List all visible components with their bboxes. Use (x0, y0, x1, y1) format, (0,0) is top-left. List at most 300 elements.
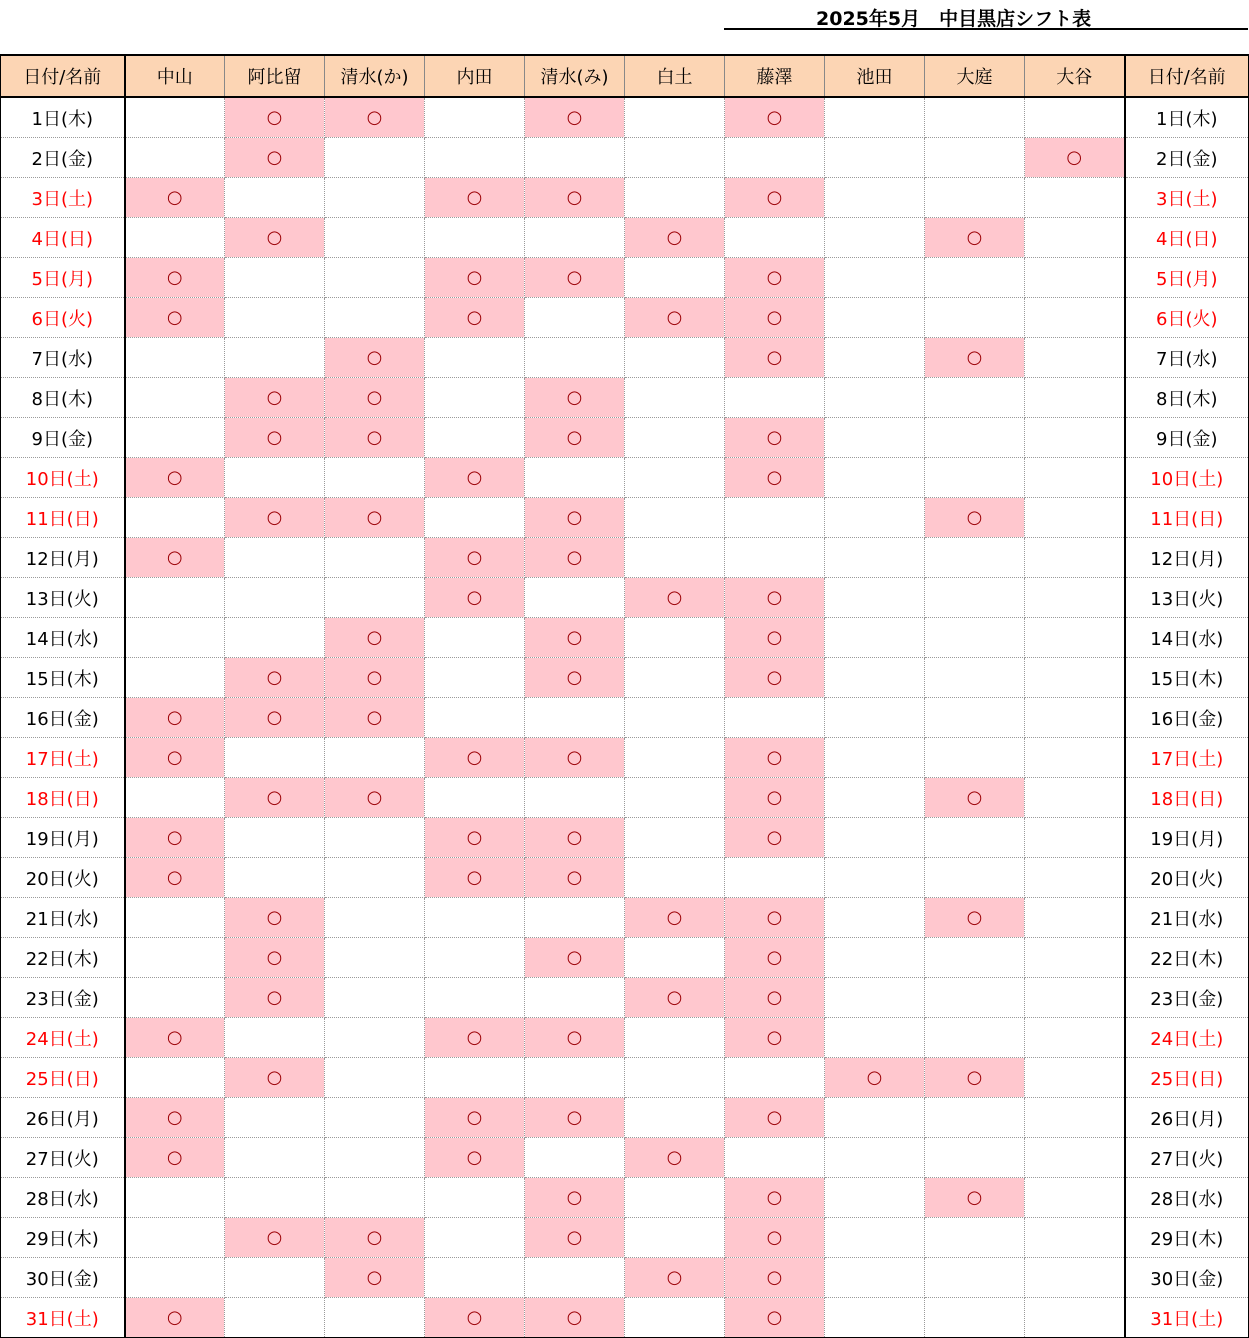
shift-cell-empty[interactable] (125, 1218, 225, 1258)
shift-cell-on[interactable]: ○ (325, 97, 425, 138)
shift-cell-empty[interactable] (1025, 1058, 1125, 1098)
shift-cell-empty[interactable] (225, 1258, 325, 1298)
shift-cell-on[interactable]: ○ (725, 898, 825, 938)
shift-cell-empty[interactable] (725, 218, 825, 258)
shift-cell-empty[interactable] (325, 1298, 425, 1338)
shift-cell-on[interactable]: ○ (525, 418, 625, 458)
shift-cell-on[interactable]: ○ (425, 1098, 525, 1138)
shift-cell-empty[interactable] (425, 658, 525, 698)
shift-cell-empty[interactable] (825, 698, 925, 738)
shift-cell-on[interactable]: ○ (525, 538, 625, 578)
shift-cell-on[interactable]: ○ (325, 658, 425, 698)
shift-cell-on[interactable]: ○ (725, 578, 825, 618)
shift-cell-empty[interactable] (825, 97, 925, 138)
shift-cell-on[interactable]: ○ (525, 498, 625, 538)
shift-cell-on[interactable]: ○ (625, 898, 725, 938)
shift-cell-on[interactable]: ○ (925, 778, 1025, 818)
shift-cell-empty[interactable] (1025, 1098, 1125, 1138)
shift-cell-empty[interactable] (125, 658, 225, 698)
shift-cell-empty[interactable] (725, 698, 825, 738)
shift-cell-on[interactable]: ○ (525, 378, 625, 418)
shift-cell-on[interactable]: ○ (125, 178, 225, 218)
shift-cell-on[interactable]: ○ (725, 298, 825, 338)
shift-cell-on[interactable]: ○ (125, 1018, 225, 1058)
shift-cell-on[interactable]: ○ (225, 778, 325, 818)
shift-cell-empty[interactable] (925, 458, 1025, 498)
shift-cell-empty[interactable] (925, 938, 1025, 978)
shift-cell-on[interactable]: ○ (225, 378, 325, 418)
shift-cell-on[interactable]: ○ (525, 1298, 625, 1338)
shift-cell-on[interactable]: ○ (725, 1298, 825, 1338)
shift-cell-empty[interactable] (825, 1138, 925, 1178)
shift-cell-on[interactable]: ○ (225, 1218, 325, 1258)
shift-cell-empty[interactable] (225, 618, 325, 658)
shift-cell-empty[interactable] (925, 1258, 1025, 1298)
shift-cell-on[interactable]: ○ (125, 258, 225, 298)
shift-cell-empty[interactable] (825, 458, 925, 498)
shift-cell-on[interactable]: ○ (625, 1258, 725, 1298)
shift-cell-on[interactable]: ○ (425, 1298, 525, 1338)
shift-cell-on[interactable]: ○ (325, 498, 425, 538)
shift-cell-empty[interactable] (225, 1138, 325, 1178)
shift-cell-empty[interactable] (325, 1018, 425, 1058)
shift-cell-empty[interactable] (525, 458, 625, 498)
shift-cell-empty[interactable] (925, 418, 1025, 458)
shift-cell-empty[interactable] (1025, 698, 1125, 738)
shift-cell-on[interactable]: ○ (725, 1018, 825, 1058)
shift-cell-empty[interactable] (625, 658, 725, 698)
shift-cell-on[interactable]: ○ (225, 898, 325, 938)
shift-cell-empty[interactable] (1025, 858, 1125, 898)
shift-cell-empty[interactable] (425, 378, 525, 418)
shift-cell-empty[interactable] (825, 1098, 925, 1138)
shift-cell-empty[interactable] (125, 978, 225, 1018)
shift-cell-empty[interactable] (125, 778, 225, 818)
shift-cell-on[interactable]: ○ (625, 218, 725, 258)
shift-cell-on[interactable]: ○ (725, 658, 825, 698)
shift-cell-empty[interactable] (925, 858, 1025, 898)
shift-cell-empty[interactable] (925, 1018, 1025, 1058)
shift-cell-empty[interactable] (725, 538, 825, 578)
shift-cell-empty[interactable] (1025, 738, 1125, 778)
shift-cell-empty[interactable] (625, 498, 725, 538)
shift-cell-on[interactable]: ○ (525, 1178, 625, 1218)
shift-cell-on[interactable]: ○ (325, 778, 425, 818)
shift-cell-empty[interactable] (525, 218, 625, 258)
shift-cell-empty[interactable] (1025, 1218, 1125, 1258)
shift-cell-on[interactable]: ○ (525, 97, 625, 138)
shift-cell-empty[interactable] (825, 938, 925, 978)
shift-cell-on[interactable]: ○ (325, 1218, 425, 1258)
shift-cell-empty[interactable] (825, 338, 925, 378)
shift-cell-on[interactable]: ○ (525, 858, 625, 898)
shift-cell-empty[interactable] (1025, 978, 1125, 1018)
shift-cell-empty[interactable] (1025, 658, 1125, 698)
shift-cell-empty[interactable] (825, 218, 925, 258)
shift-cell-empty[interactable] (825, 1298, 925, 1338)
shift-cell-empty[interactable] (525, 338, 625, 378)
shift-cell-on[interactable]: ○ (925, 1058, 1025, 1098)
shift-cell-empty[interactable] (825, 618, 925, 658)
shift-cell-empty[interactable] (925, 978, 1025, 1018)
shift-cell-empty[interactable] (425, 1258, 525, 1298)
shift-cell-empty[interactable] (225, 578, 325, 618)
shift-cell-on[interactable]: ○ (925, 898, 1025, 938)
shift-cell-empty[interactable] (525, 578, 625, 618)
shift-cell-on[interactable]: ○ (725, 418, 825, 458)
shift-cell-empty[interactable] (925, 97, 1025, 138)
shift-cell-on[interactable]: ○ (725, 258, 825, 298)
shift-cell-empty[interactable] (325, 258, 425, 298)
shift-cell-empty[interactable] (725, 1138, 825, 1178)
shift-cell-on[interactable]: ○ (725, 1218, 825, 1258)
shift-cell-empty[interactable] (925, 1098, 1025, 1138)
shift-cell-empty[interactable] (825, 658, 925, 698)
shift-cell-empty[interactable] (1025, 178, 1125, 218)
shift-cell-empty[interactable] (425, 138, 525, 178)
shift-cell-on[interactable]: ○ (525, 258, 625, 298)
shift-cell-empty[interactable] (325, 298, 425, 338)
shift-cell-empty[interactable] (1025, 898, 1125, 938)
shift-cell-empty[interactable] (825, 258, 925, 298)
shift-cell-empty[interactable] (225, 538, 325, 578)
shift-cell-empty[interactable] (425, 418, 525, 458)
shift-cell-empty[interactable] (525, 978, 625, 1018)
shift-cell-empty[interactable] (325, 218, 425, 258)
shift-cell-empty[interactable] (425, 938, 525, 978)
shift-cell-on[interactable]: ○ (525, 178, 625, 218)
shift-cell-on[interactable]: ○ (725, 338, 825, 378)
shift-cell-empty[interactable] (225, 298, 325, 338)
shift-cell-empty[interactable] (1025, 938, 1125, 978)
shift-cell-on[interactable]: ○ (725, 818, 825, 858)
shift-cell-empty[interactable] (625, 778, 725, 818)
shift-cell-empty[interactable] (125, 578, 225, 618)
shift-cell-empty[interactable] (225, 738, 325, 778)
shift-cell-on[interactable]: ○ (325, 698, 425, 738)
shift-cell-on[interactable]: ○ (225, 978, 325, 1018)
shift-cell-empty[interactable] (825, 538, 925, 578)
shift-cell-empty[interactable] (325, 1138, 425, 1178)
shift-cell-empty[interactable] (425, 1178, 525, 1218)
shift-cell-empty[interactable] (625, 538, 725, 578)
shift-cell-empty[interactable] (825, 1018, 925, 1058)
shift-cell-empty[interactable] (625, 338, 725, 378)
shift-cell-on[interactable]: ○ (725, 178, 825, 218)
shift-cell-empty[interactable] (825, 978, 925, 1018)
shift-cell-empty[interactable] (1025, 578, 1125, 618)
shift-cell-on[interactable]: ○ (925, 498, 1025, 538)
shift-cell-empty[interactable] (325, 458, 425, 498)
shift-cell-empty[interactable] (625, 378, 725, 418)
shift-cell-on[interactable]: ○ (725, 458, 825, 498)
shift-cell-on[interactable]: ○ (425, 578, 525, 618)
shift-cell-on[interactable]: ○ (225, 97, 325, 138)
shift-cell-empty[interactable] (225, 458, 325, 498)
shift-cell-empty[interactable] (425, 1218, 525, 1258)
shift-cell-empty[interactable] (125, 338, 225, 378)
shift-cell-empty[interactable] (325, 1098, 425, 1138)
shift-cell-on[interactable]: ○ (425, 258, 525, 298)
shift-cell-empty[interactable] (125, 498, 225, 538)
shift-cell-empty[interactable] (1025, 1138, 1125, 1178)
shift-cell-empty[interactable] (1025, 97, 1125, 138)
shift-cell-on[interactable]: ○ (825, 1058, 925, 1098)
shift-cell-on[interactable]: ○ (325, 418, 425, 458)
shift-cell-empty[interactable] (225, 1298, 325, 1338)
shift-cell-empty[interactable] (825, 738, 925, 778)
shift-cell-on[interactable]: ○ (125, 1138, 225, 1178)
shift-cell-empty[interactable] (125, 1058, 225, 1098)
shift-cell-empty[interactable] (225, 1098, 325, 1138)
shift-cell-empty[interactable] (325, 818, 425, 858)
shift-cell-on[interactable]: ○ (125, 538, 225, 578)
shift-cell-empty[interactable] (825, 418, 925, 458)
shift-cell-on[interactable]: ○ (225, 1058, 325, 1098)
shift-cell-on[interactable]: ○ (925, 218, 1025, 258)
shift-cell-on[interactable]: ○ (225, 218, 325, 258)
shift-cell-on[interactable]: ○ (1025, 138, 1125, 178)
shift-cell-empty[interactable] (225, 178, 325, 218)
shift-cell-on[interactable]: ○ (225, 498, 325, 538)
shift-cell-empty[interactable] (1025, 458, 1125, 498)
shift-cell-empty[interactable] (425, 898, 525, 938)
shift-cell-empty[interactable] (625, 1058, 725, 1098)
shift-cell-empty[interactable] (825, 378, 925, 418)
shift-cell-empty[interactable] (825, 898, 925, 938)
shift-cell-empty[interactable] (125, 1178, 225, 1218)
shift-cell-on[interactable]: ○ (525, 618, 625, 658)
shift-cell-empty[interactable] (325, 578, 425, 618)
shift-cell-empty[interactable] (625, 938, 725, 978)
shift-cell-empty[interactable] (925, 578, 1025, 618)
shift-cell-on[interactable]: ○ (525, 818, 625, 858)
shift-cell-empty[interactable] (325, 738, 425, 778)
shift-cell-empty[interactable] (725, 138, 825, 178)
shift-cell-on[interactable]: ○ (225, 698, 325, 738)
shift-cell-on[interactable]: ○ (725, 738, 825, 778)
shift-cell-empty[interactable] (625, 1098, 725, 1138)
shift-cell-empty[interactable] (225, 858, 325, 898)
shift-cell-on[interactable]: ○ (125, 858, 225, 898)
shift-cell-empty[interactable] (525, 298, 625, 338)
shift-cell-empty[interactable] (625, 618, 725, 658)
shift-cell-empty[interactable] (925, 618, 1025, 658)
shift-cell-empty[interactable] (525, 1258, 625, 1298)
shift-cell-on[interactable]: ○ (225, 138, 325, 178)
shift-cell-empty[interactable] (325, 978, 425, 1018)
shift-cell-empty[interactable] (325, 1178, 425, 1218)
shift-cell-on[interactable]: ○ (725, 778, 825, 818)
shift-cell-on[interactable]: ○ (625, 298, 725, 338)
shift-cell-empty[interactable] (825, 498, 925, 538)
shift-cell-empty[interactable] (925, 1138, 1025, 1178)
shift-cell-empty[interactable] (1025, 1258, 1125, 1298)
shift-cell-on[interactable]: ○ (325, 378, 425, 418)
shift-cell-empty[interactable] (625, 458, 725, 498)
shift-cell-empty[interactable] (1025, 378, 1125, 418)
shift-cell-empty[interactable] (425, 778, 525, 818)
shift-cell-on[interactable]: ○ (325, 338, 425, 378)
shift-cell-empty[interactable] (525, 778, 625, 818)
shift-cell-empty[interactable] (125, 898, 225, 938)
shift-cell-empty[interactable] (1025, 538, 1125, 578)
shift-cell-on[interactable]: ○ (425, 178, 525, 218)
shift-cell-empty[interactable] (625, 418, 725, 458)
shift-cell-on[interactable]: ○ (925, 338, 1025, 378)
shift-cell-on[interactable]: ○ (425, 458, 525, 498)
shift-cell-empty[interactable] (625, 858, 725, 898)
shift-cell-on[interactable]: ○ (225, 658, 325, 698)
shift-cell-empty[interactable] (825, 138, 925, 178)
shift-cell-on[interactable]: ○ (425, 1138, 525, 1178)
shift-cell-empty[interactable] (125, 218, 225, 258)
shift-cell-on[interactable]: ○ (525, 738, 625, 778)
shift-cell-empty[interactable] (525, 1058, 625, 1098)
shift-cell-empty[interactable] (825, 1258, 925, 1298)
shift-cell-on[interactable]: ○ (625, 1138, 725, 1178)
shift-cell-empty[interactable] (925, 1298, 1025, 1338)
shift-cell-empty[interactable] (1025, 338, 1125, 378)
shift-cell-on[interactable]: ○ (425, 738, 525, 778)
shift-cell-empty[interactable] (825, 178, 925, 218)
shift-cell-empty[interactable] (1025, 258, 1125, 298)
shift-cell-empty[interactable] (725, 1058, 825, 1098)
shift-cell-empty[interactable] (125, 97, 225, 138)
shift-cell-empty[interactable] (1025, 818, 1125, 858)
shift-cell-on[interactable]: ○ (925, 1178, 1025, 1218)
shift-cell-empty[interactable] (525, 1138, 625, 1178)
shift-cell-empty[interactable] (625, 178, 725, 218)
shift-cell-empty[interactable] (1025, 498, 1125, 538)
shift-cell-empty[interactable] (225, 818, 325, 858)
shift-cell-empty[interactable] (725, 858, 825, 898)
shift-cell-empty[interactable] (325, 178, 425, 218)
shift-cell-on[interactable]: ○ (125, 1298, 225, 1338)
shift-cell-empty[interactable] (825, 818, 925, 858)
shift-cell-on[interactable]: ○ (725, 938, 825, 978)
shift-cell-empty[interactable] (125, 138, 225, 178)
shift-cell-empty[interactable] (325, 538, 425, 578)
shift-cell-empty[interactable] (825, 298, 925, 338)
shift-cell-on[interactable]: ○ (225, 418, 325, 458)
shift-cell-empty[interactable] (1025, 778, 1125, 818)
shift-cell-empty[interactable] (525, 138, 625, 178)
shift-cell-empty[interactable] (825, 578, 925, 618)
shift-cell-empty[interactable] (325, 898, 425, 938)
shift-cell-empty[interactable] (425, 1058, 525, 1098)
shift-cell-on[interactable]: ○ (725, 1098, 825, 1138)
shift-cell-empty[interactable] (1025, 1018, 1125, 1058)
shift-cell-empty[interactable] (1025, 1298, 1125, 1338)
shift-cell-empty[interactable] (925, 298, 1025, 338)
shift-cell-on[interactable]: ○ (725, 618, 825, 658)
shift-cell-empty[interactable] (725, 378, 825, 418)
shift-cell-empty[interactable] (925, 138, 1025, 178)
shift-cell-on[interactable]: ○ (525, 658, 625, 698)
shift-cell-empty[interactable] (125, 618, 225, 658)
shift-cell-empty[interactable] (225, 1018, 325, 1058)
shift-cell-on[interactable]: ○ (125, 1098, 225, 1138)
shift-cell-empty[interactable] (625, 258, 725, 298)
shift-cell-empty[interactable] (425, 338, 525, 378)
shift-cell-empty[interactable] (925, 378, 1025, 418)
shift-cell-empty[interactable] (325, 1058, 425, 1098)
shift-cell-empty[interactable] (625, 1298, 725, 1338)
shift-cell-empty[interactable] (625, 818, 725, 858)
shift-cell-empty[interactable] (625, 138, 725, 178)
shift-cell-empty[interactable] (1025, 418, 1125, 458)
shift-cell-empty[interactable] (1025, 1178, 1125, 1218)
shift-cell-empty[interactable] (625, 738, 725, 778)
shift-cell-empty[interactable] (725, 498, 825, 538)
shift-cell-empty[interactable] (925, 698, 1025, 738)
shift-cell-empty[interactable] (425, 978, 525, 1018)
shift-cell-empty[interactable] (125, 1258, 225, 1298)
shift-cell-on[interactable]: ○ (625, 978, 725, 1018)
shift-cell-on[interactable]: ○ (325, 618, 425, 658)
shift-cell-empty[interactable] (925, 1218, 1025, 1258)
shift-cell-on[interactable]: ○ (125, 738, 225, 778)
shift-cell-empty[interactable] (925, 738, 1025, 778)
shift-cell-empty[interactable] (525, 698, 625, 738)
shift-cell-empty[interactable] (425, 97, 525, 138)
shift-cell-empty[interactable] (625, 1018, 725, 1058)
shift-cell-on[interactable]: ○ (525, 1018, 625, 1058)
shift-cell-on[interactable]: ○ (525, 938, 625, 978)
shift-cell-empty[interactable] (1025, 218, 1125, 258)
shift-cell-on[interactable]: ○ (125, 818, 225, 858)
shift-cell-empty[interactable] (525, 898, 625, 938)
shift-cell-on[interactable]: ○ (725, 1258, 825, 1298)
shift-cell-on[interactable]: ○ (425, 818, 525, 858)
shift-cell-on[interactable]: ○ (425, 858, 525, 898)
shift-cell-empty[interactable] (625, 97, 725, 138)
shift-cell-empty[interactable] (825, 1218, 925, 1258)
shift-cell-on[interactable]: ○ (425, 298, 525, 338)
shift-cell-on[interactable]: ○ (125, 698, 225, 738)
shift-cell-empty[interactable] (925, 818, 1025, 858)
shift-cell-on[interactable]: ○ (225, 938, 325, 978)
shift-cell-empty[interactable] (225, 1178, 325, 1218)
shift-cell-empty[interactable] (125, 378, 225, 418)
shift-cell-on[interactable]: ○ (325, 1258, 425, 1298)
shift-cell-empty[interactable] (425, 618, 525, 658)
shift-cell-empty[interactable] (625, 1218, 725, 1258)
shift-cell-on[interactable]: ○ (725, 978, 825, 1018)
shift-cell-empty[interactable] (925, 658, 1025, 698)
shift-cell-on[interactable]: ○ (525, 1098, 625, 1138)
shift-cell-empty[interactable] (225, 258, 325, 298)
shift-cell-empty[interactable] (825, 778, 925, 818)
shift-cell-on[interactable]: ○ (725, 1178, 825, 1218)
shift-cell-on[interactable]: ○ (525, 1218, 625, 1258)
shift-cell-on[interactable]: ○ (125, 298, 225, 338)
shift-cell-empty[interactable] (425, 218, 525, 258)
shift-cell-empty[interactable] (925, 178, 1025, 218)
shift-cell-empty[interactable] (925, 258, 1025, 298)
shift-cell-on[interactable]: ○ (425, 1018, 525, 1058)
shift-cell-empty[interactable] (125, 418, 225, 458)
shift-cell-empty[interactable] (125, 938, 225, 978)
shift-cell-on[interactable]: ○ (725, 97, 825, 138)
shift-cell-empty[interactable] (325, 938, 425, 978)
shift-cell-empty[interactable] (625, 698, 725, 738)
shift-cell-empty[interactable] (425, 498, 525, 538)
shift-cell-on[interactable]: ○ (125, 458, 225, 498)
shift-cell-empty[interactable] (925, 538, 1025, 578)
shift-cell-empty[interactable] (825, 858, 925, 898)
